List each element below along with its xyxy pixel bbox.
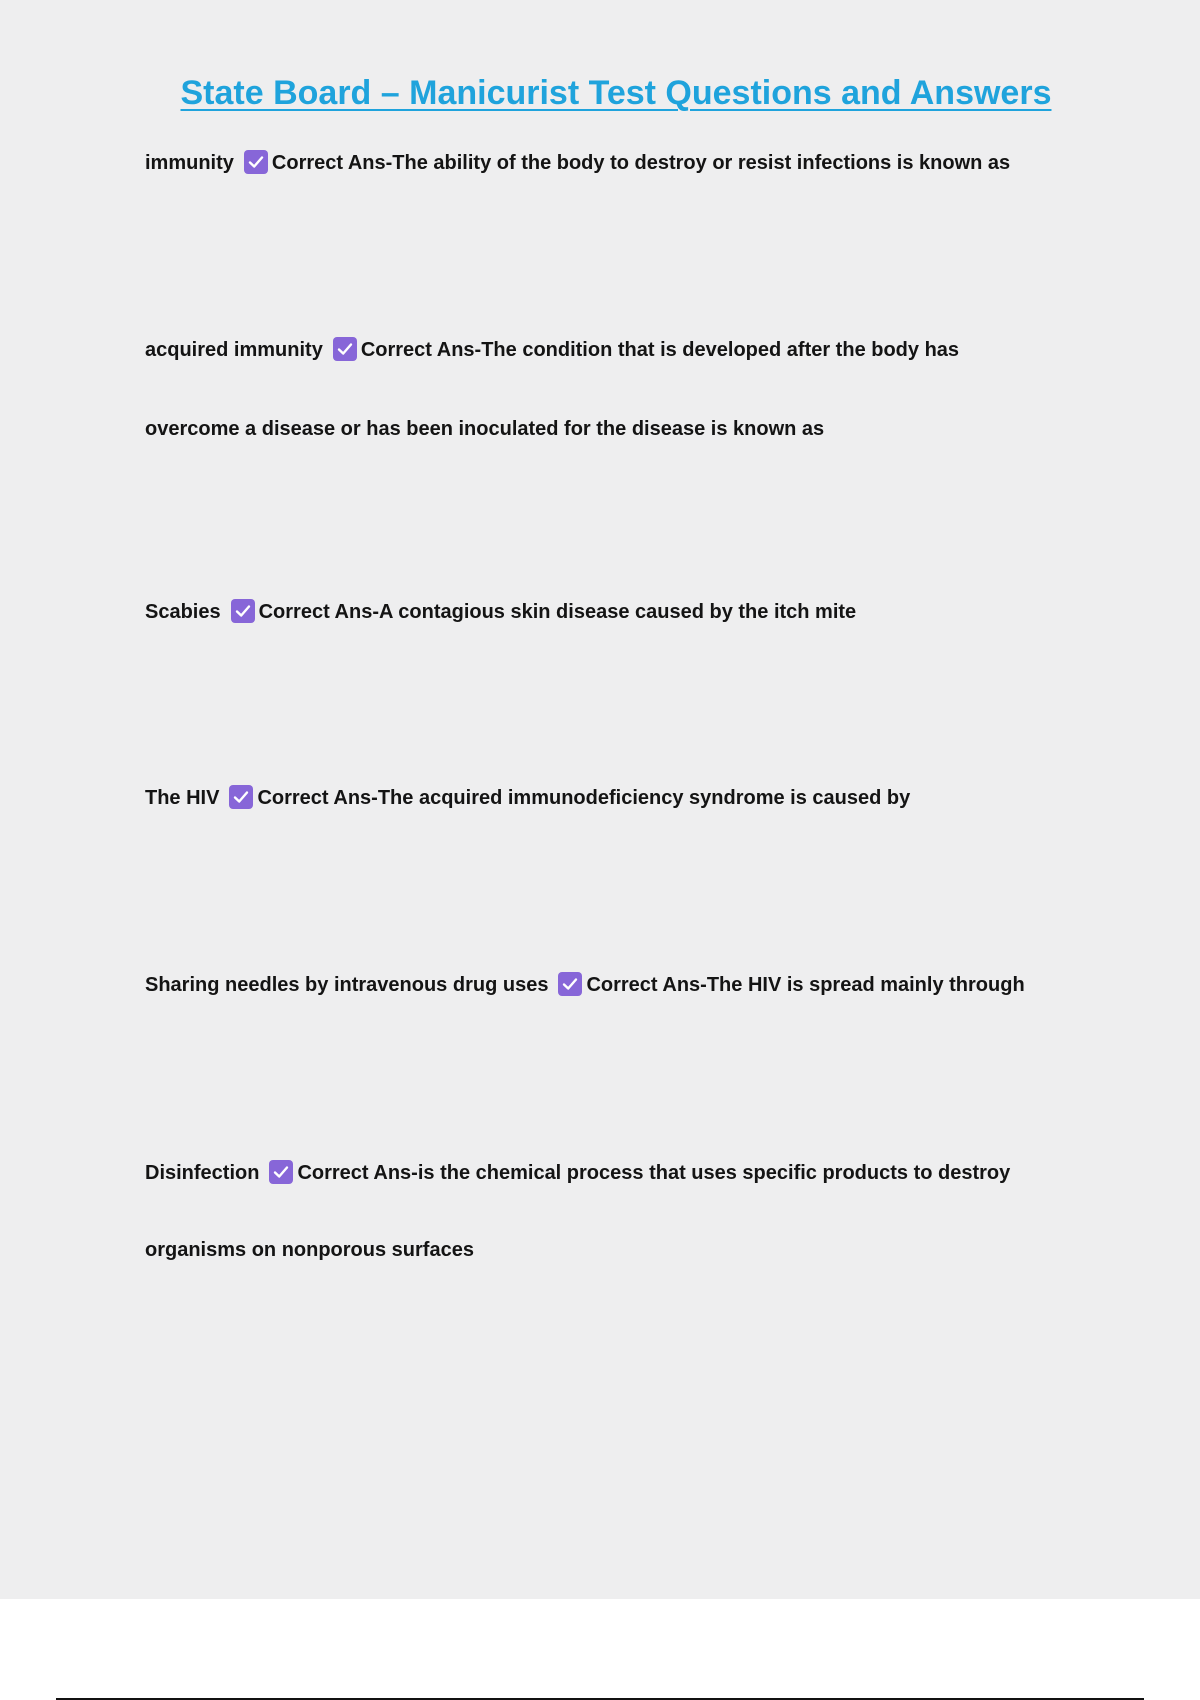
answer-text-continued: overcome a disease or has been inoculated for the disease is known as [145,418,825,440]
answer-text: The acquired immunodeficiency syndrome is caused by [377,787,911,809]
answer-prefix: Correct Ans- [586,974,707,996]
checkbox-checked-icon [333,337,357,361]
checkbox-checked-icon [269,1160,293,1184]
entry-term: Sharing needles by intravenous drug uses [145,974,549,996]
document-title: State Board – Manicurist Test Questions and Answers [180,74,1052,112]
checkbox-checked-icon [229,785,253,809]
entry-term: acquired immunity [145,339,323,361]
entry-term: Disinfection [145,1162,260,1184]
answer-text: A contagious skin disease caused by the itch mite [379,601,857,623]
entry-term: immunity [145,152,234,174]
entry-acquired-immunity-continued [145,416,824,442]
entry-sharing-needles [145,972,1025,998]
checkbox-checked-icon [231,599,255,623]
answer-prefix: Correct Ans- [271,152,393,174]
answer-text: is the chemical process that uses specific products to destroy [417,1162,1011,1184]
entry-acquired-immunity [145,337,959,363]
entry-the-hiv [145,785,910,811]
answer-text: The HIV is spread mainly through [706,974,1025,996]
entry-term: The HIV [145,787,220,809]
entry-scabies [145,599,856,625]
checkbox-checked-icon [558,972,582,996]
answer-prefix: Correct Ans- [257,787,378,809]
entry-disinfection-continued [145,1237,474,1263]
answer-prefix: Correct Ans- [297,1162,418,1184]
entry-term: Scabies [145,601,221,623]
answer-prefix: Correct Ans- [360,339,482,361]
checkbox-checked-icon [244,150,268,174]
answer-prefix: Correct Ans- [258,601,379,623]
answer-text: The condition that is developed after the body has [481,339,960,361]
entry-immunity [145,150,1010,176]
entry-disinfection [145,1160,1010,1186]
answer-text: The ability of the body to destroy or resist infections is known as [392,152,1011,174]
answer-text-continued: organisms on nonporous surfaces [145,1239,474,1261]
